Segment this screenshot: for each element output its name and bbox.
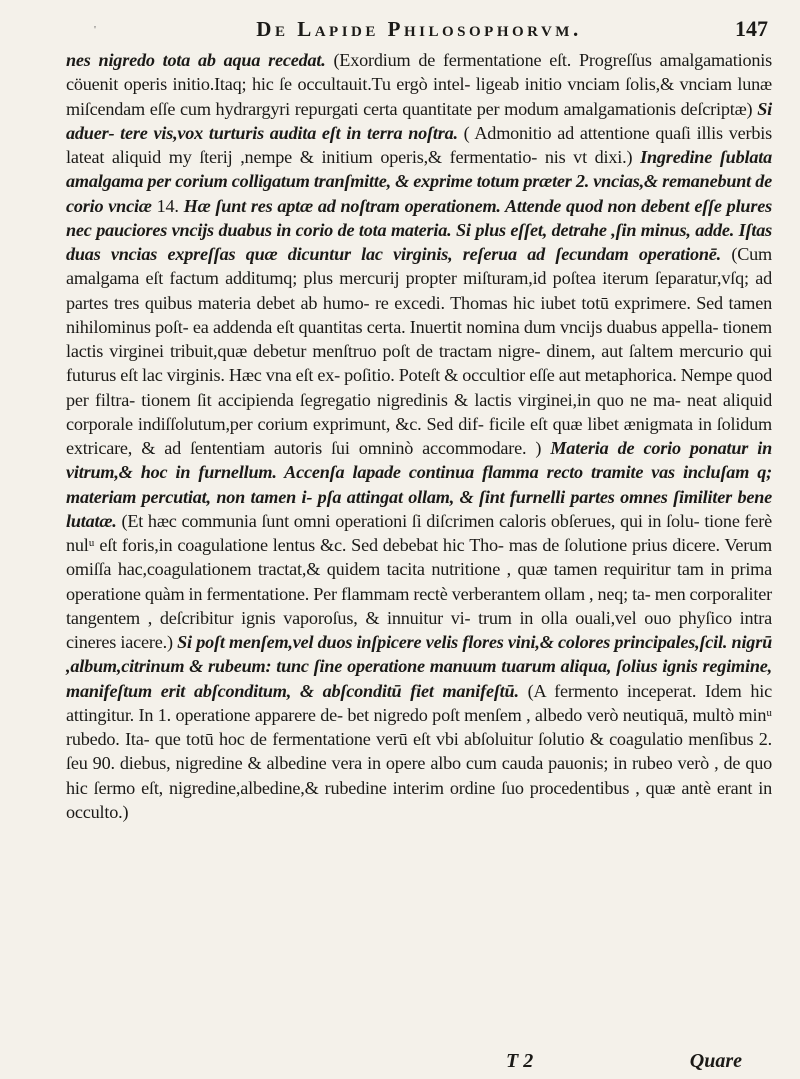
running-title: De Lapide Philosophorvm. <box>256 17 582 41</box>
quoted-text: Si aduer- tere vis,vox turturis audita eſt in terra noſtra. <box>66 98 772 143</box>
margin-mark: ' <box>94 24 96 36</box>
quoted-text: Materia de corio ponatur in vitrum,& hoc in furnellum. Accenſa lapade continua flamma recto tramite vas incluſam q; materiam percutiat, non tamen i- pſa attingat ollam, & ſint furnelli partes omnes ſimiliter bene lutatæ. <box>66 438 772 531</box>
page-footer <box>66 1050 772 1076</box>
commentary-text: ( Admonitio ad attentione quaſi illis verbis lateat aliquid my ſterij ,nempe & initium operis,& fermentatio- nis vt dixi.) <box>66 122 772 167</box>
quoted-text: Hæ ſunt res aptæ ad noſtram operationem. Attende quod non debent eſſe plures nec pauciores vncijs duabus in corio de tota materia. Si plus eſſet, detrahe ,ſin minus, adde. Iſtas duas vncias expreſſas quæ dicuntur lac virginis, reſerua ad ſecundam operationē. <box>66 195 772 264</box>
commentary-text: (A fermento inceperat. Idem hic attingitur. In 1. operatione apparere de- bet nigredo poſt menſem , albedo verò neutiquā, multò minᵘ rubedo. Ita- que totū hoc de fermentatione verū eſt vbi abſoluitur ſolutio & coagulatio menſibus 2. ſeu 90. diebus, nigredine & albedine vera in opere albo cum cauda pauonis; in rubeo verò , de quo hic ſermo eſt, nigredine,albedine,& rubedine interim ordine ſuo procedentibus , quæ antè erant in occulto.) <box>66 680 772 822</box>
page-header <box>66 10 772 44</box>
commentary-text: (Exordium de fermentatione eſt. Progreſſus amalgamationis cöuenit operis initio.Itaq; hic ſe occultauit.Tu ergò intel- ligeab initio vnciam ſolis,& vnciam lunæ miſcendam eſſe cum hydrargyri repurgati certa quantitate per modum amalgamationis deſcriptæ) <box>66 50 772 119</box>
body-text <box>66 48 772 824</box>
commentary-text: 14. <box>156 195 179 216</box>
commentary-text: (Cum amalgama eſt factum additumq; plus mercurij propter miſturam,id poſtea iterum ſeparatur,vſq; ad partes tres quibus materia debet ab humo- re excedi. Thomas hic iubet totū exprimere. Sed tamen nihilominus poſt- ea addenda eſt quantitas certa. Inuertit nomina dum vncijs duabus appella- tionem lactis virginei tribuit,quæ debetur menſtruo poſt de tractam nigre- dinem, aut ſaltem mercurio qui futurus eſt lac virginis. Hæc vna eſt ex- poſitio. Poteſt & occultior eſſe aut metaphorica. Nempe quod per filtra- tionem ſit accipienda ſegregatio nigredinis & lactis virginei,in quo ne ma- neat aliquid corporale indiſſolutum,per corium exprimunt, &c. Sed dif- ficile eſt quæ libet ænigmata in ſolidum extricare, & ad ſententiam autoris ſui omninò accommodare. ) <box>66 244 772 458</box>
signature-mark: T 2 <box>506 1050 534 1072</box>
quoted-text: Si poſt menſem,vel duos inſpicere velis flores vini,& colores principales,ſcil. nigrū ,album,citrinum & rubeum: tunc ſine operatione manuum tuarum aliqua, ſolius ignis regimine, manifeſtum erit abſconditum, & abſconditū fiet manifeſtū. <box>66 632 772 701</box>
quoted-text: Ingredine ſublata amalgama per corium colligatum tranſmitte, & exprime totum præter 2. vncias,& remanebunt de corio vnciæ <box>66 147 772 216</box>
quoted-text: nes nigredo tota ab aqua recedat. <box>66 50 326 70</box>
catchword: Quare <box>689 1050 742 1072</box>
page-number: 147 <box>735 16 768 41</box>
body-paragraph <box>66 48 772 824</box>
commentary-text: (Et hæc communia ſunt omni operationi ſi diſcrimen caloris obſerues, qui in ſolu- tione ferè nulᵘ eſt foris,in coagulatione lentus &c. Sed debebat hic Tho- mas de ſolutione prius dicere. Verum omiſſa hac,coagulationem tractat,& quidem tacita nutritione , quæ tamen requiritur tam in prima operatione quàm in fermentatione. Per flammam rectè verberantem ollam , neq; ta- men corporaliter tangentem , deſcribitur ignis vaporoſus, & innuitur vi- trum in olla ouali,vel ouo phyſico intra cineres iacere.) <box>66 510 772 652</box>
